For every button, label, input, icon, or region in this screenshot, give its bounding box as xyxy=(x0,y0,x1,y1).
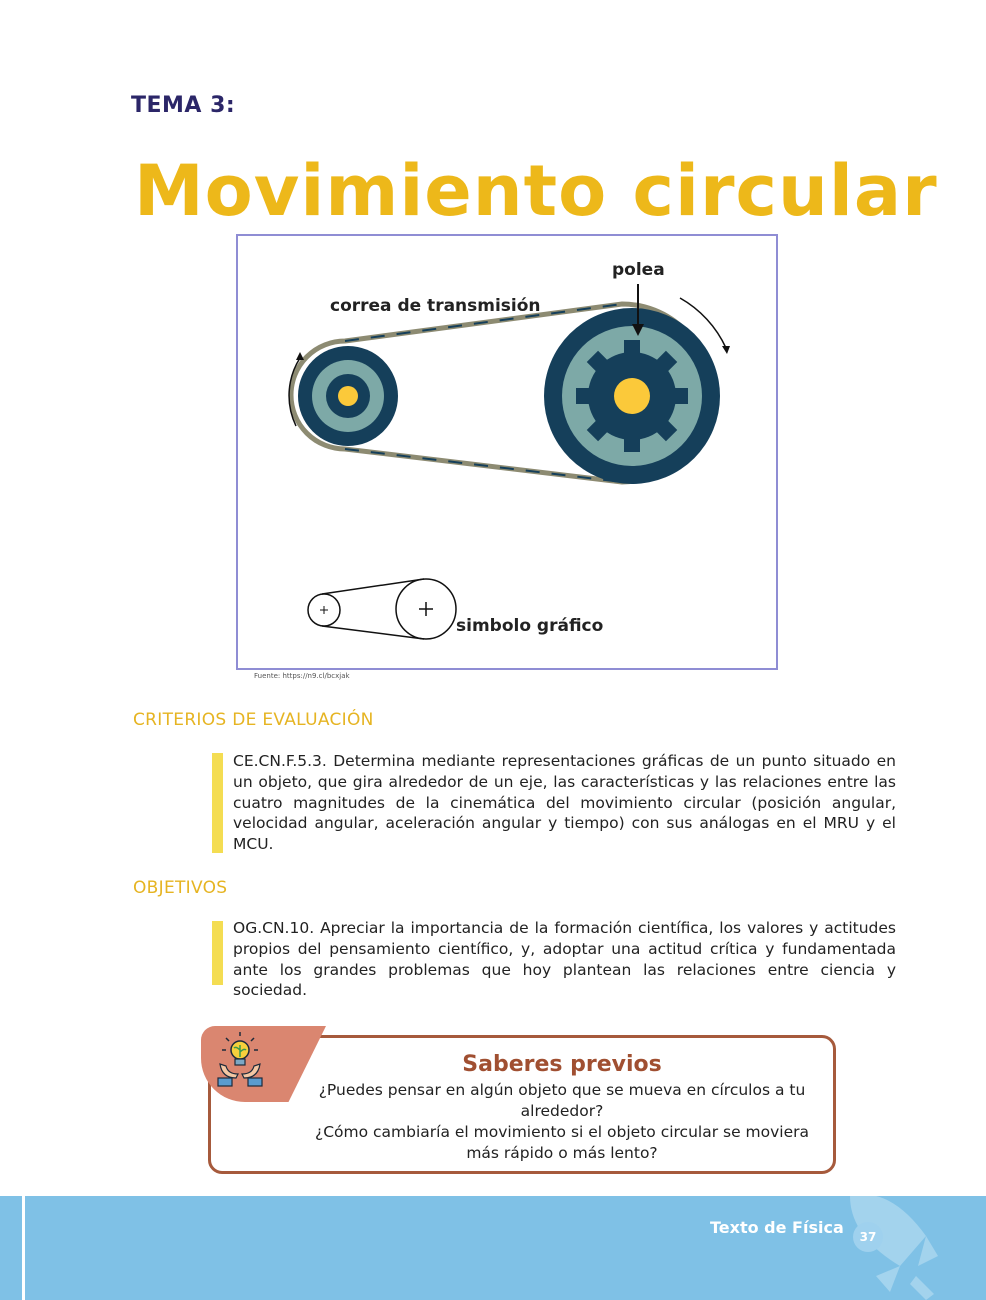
small-pulley xyxy=(298,346,398,446)
page-number: 37 xyxy=(853,1222,883,1252)
lightbulb-hands-icon xyxy=(216,1030,266,1090)
topic-number: TEMA 3: xyxy=(131,93,236,118)
criterios-text: CE.CN.F.5.3. Determina mediante representaciones gráficas de un punto situado en un objeto, que gira alrededor de un eje, las características y las relaciones entre las cuatro magnitudes de la cinemática del movimiento circular (posición angular, velocidad angular, aceleración angular y tiempo) con sus análogas en el MRU y el MCU. xyxy=(233,752,896,854)
criterios-heading: CRITERIOS DE EVALUACIÓN xyxy=(133,710,374,730)
saberes-title: Saberes previos xyxy=(462,1052,662,1077)
objetivos-bar xyxy=(212,921,223,985)
rocket-icon xyxy=(830,1196,950,1300)
book-title: Texto de Física xyxy=(710,1218,844,1237)
criterios-bar xyxy=(212,753,223,853)
polea-label: polea xyxy=(612,260,665,280)
objetivos-text: OG.CN.10. Apreciar la importancia de la formación científica, los valores y actitudes propios del pensamiento científico, y, adoptar una actitud crítica y fundamentada ante los grandes problemas que hoy plantean las relaciones entre ciencia y sociedad. xyxy=(233,919,896,1000)
objetivos-heading: OBJETIVOS xyxy=(133,878,228,898)
pulley-figure xyxy=(236,234,778,670)
figure-source: Fuente: https://n9.cl/bcxjak xyxy=(254,672,350,680)
saberes-question-2: ¿Cómo cambiaría el movimiento si el objeto circular se moviera más rápido o más lento? xyxy=(314,1123,810,1162)
footer-divider xyxy=(22,1196,25,1300)
page-title: Movimiento circular xyxy=(134,150,938,232)
graphic-symbol xyxy=(308,579,456,639)
large-pulley xyxy=(544,308,720,484)
saberes-question-1: ¿Puedes pensar en algún objeto que se mueva en círculos a tu alrededor? xyxy=(318,1081,806,1120)
correa-label: correa de transmisión xyxy=(330,296,541,316)
simbolo-label: simbolo gráfico xyxy=(456,616,604,636)
